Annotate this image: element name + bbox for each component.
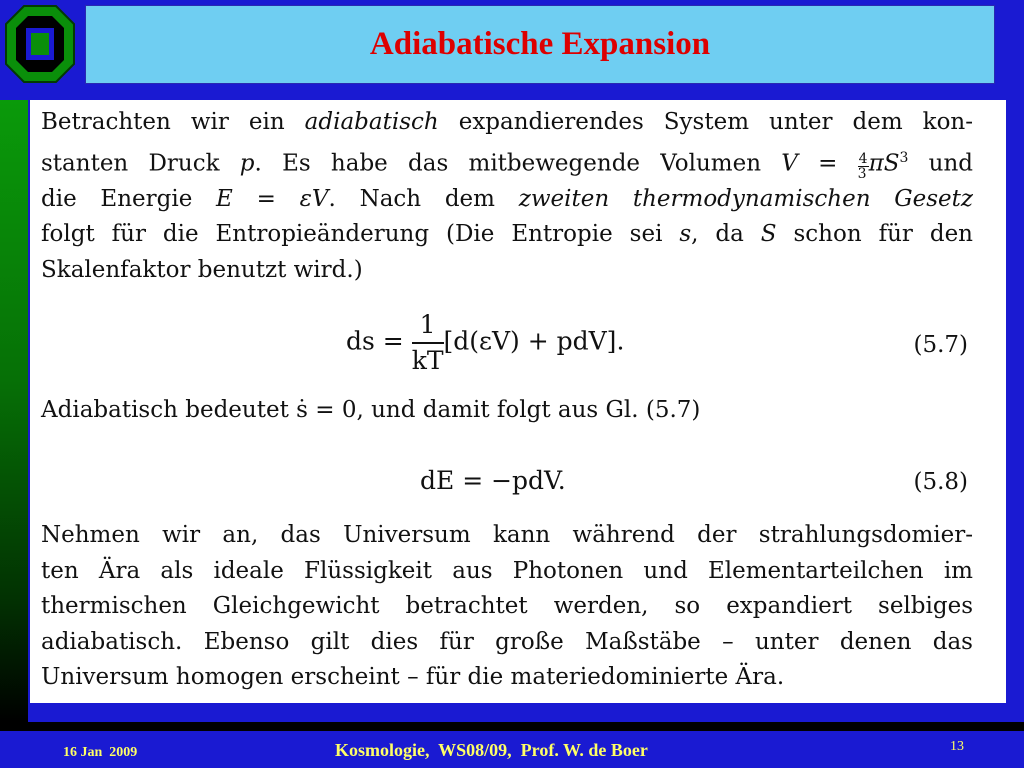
eq1-fraction: $\frac{1}{kT}$ [411, 310, 444, 375]
intro-line-4: folgt für die Entropieänderung (Die Entropie sei s, da S schon für den [41, 221, 973, 248]
universe-line-1: Nehmen wir an, das Universum kann während der strahlungsdomier- [41, 522, 973, 548]
footer-course: Kosmologie, WS08/09, Prof. W. de Boer [335, 740, 648, 760]
left-green-bar [0, 100, 28, 722]
footer-date: 16 Jan 2009 [63, 745, 138, 760]
universe-line-3: thermischen Gleichgewicht betrachtet werden, so expandiert selbiges [41, 593, 973, 619]
eq1-lhs: ds = [346, 326, 412, 356]
equation-5-8: dE = −pdV. [420, 466, 566, 495]
intro-line-3: die Energie E = εV. Nach dem zweiten thermodynamischen Gesetz [41, 185, 974, 212]
intro-line-5: Skalenfaktor benutzt wird.) [41, 256, 363, 283]
paragraph-universe [41, 518, 973, 696]
adiabatic-line: Adiabatisch bedeutet ṡ = 0, und damit folgt aus Gl. (5.7) [41, 397, 701, 423]
four-thirds-fraction: $\frac{4}{3}$ [857, 151, 868, 183]
paragraph-adiabatic [41, 393, 973, 429]
eq1-rhs: [d(εV) + pdV]. [443, 326, 625, 356]
content-panel [30, 100, 1006, 703]
equation-5-7 [346, 308, 624, 378]
university-logo-icon [4, 4, 76, 84]
intro-line-1: Betrachten wir ein adiabatisch expandierendes System unter dem kon- [41, 109, 973, 135]
slide-title: Adiabatische Expansion [369, 26, 711, 62]
paragraph-intro [41, 105, 973, 288]
equation-number-5-7: (5.7) [913, 332, 968, 358]
universe-line-4: adiabatisch. Ebenso gilt dies für große Maßstäbe – unter denen das [41, 628, 973, 655]
footer-rule [0, 722, 1024, 731]
page-number: 13 [950, 739, 964, 754]
universe-line-5: Universum homogen erscheint – für die materiedominierte Ära. [41, 664, 785, 690]
title-box [85, 5, 995, 84]
intro-line-2: stanten Druck p. Es habe das mitbewegende Volumen V = $\frac{4}{3}\pi S^3$ und [41, 149, 973, 183]
universe-line-2: ten Ära als ideale Flüssigkeit aus Photonen und Elementarteilchen im [41, 557, 973, 584]
equation-number-5-8: (5.8) [913, 469, 968, 495]
